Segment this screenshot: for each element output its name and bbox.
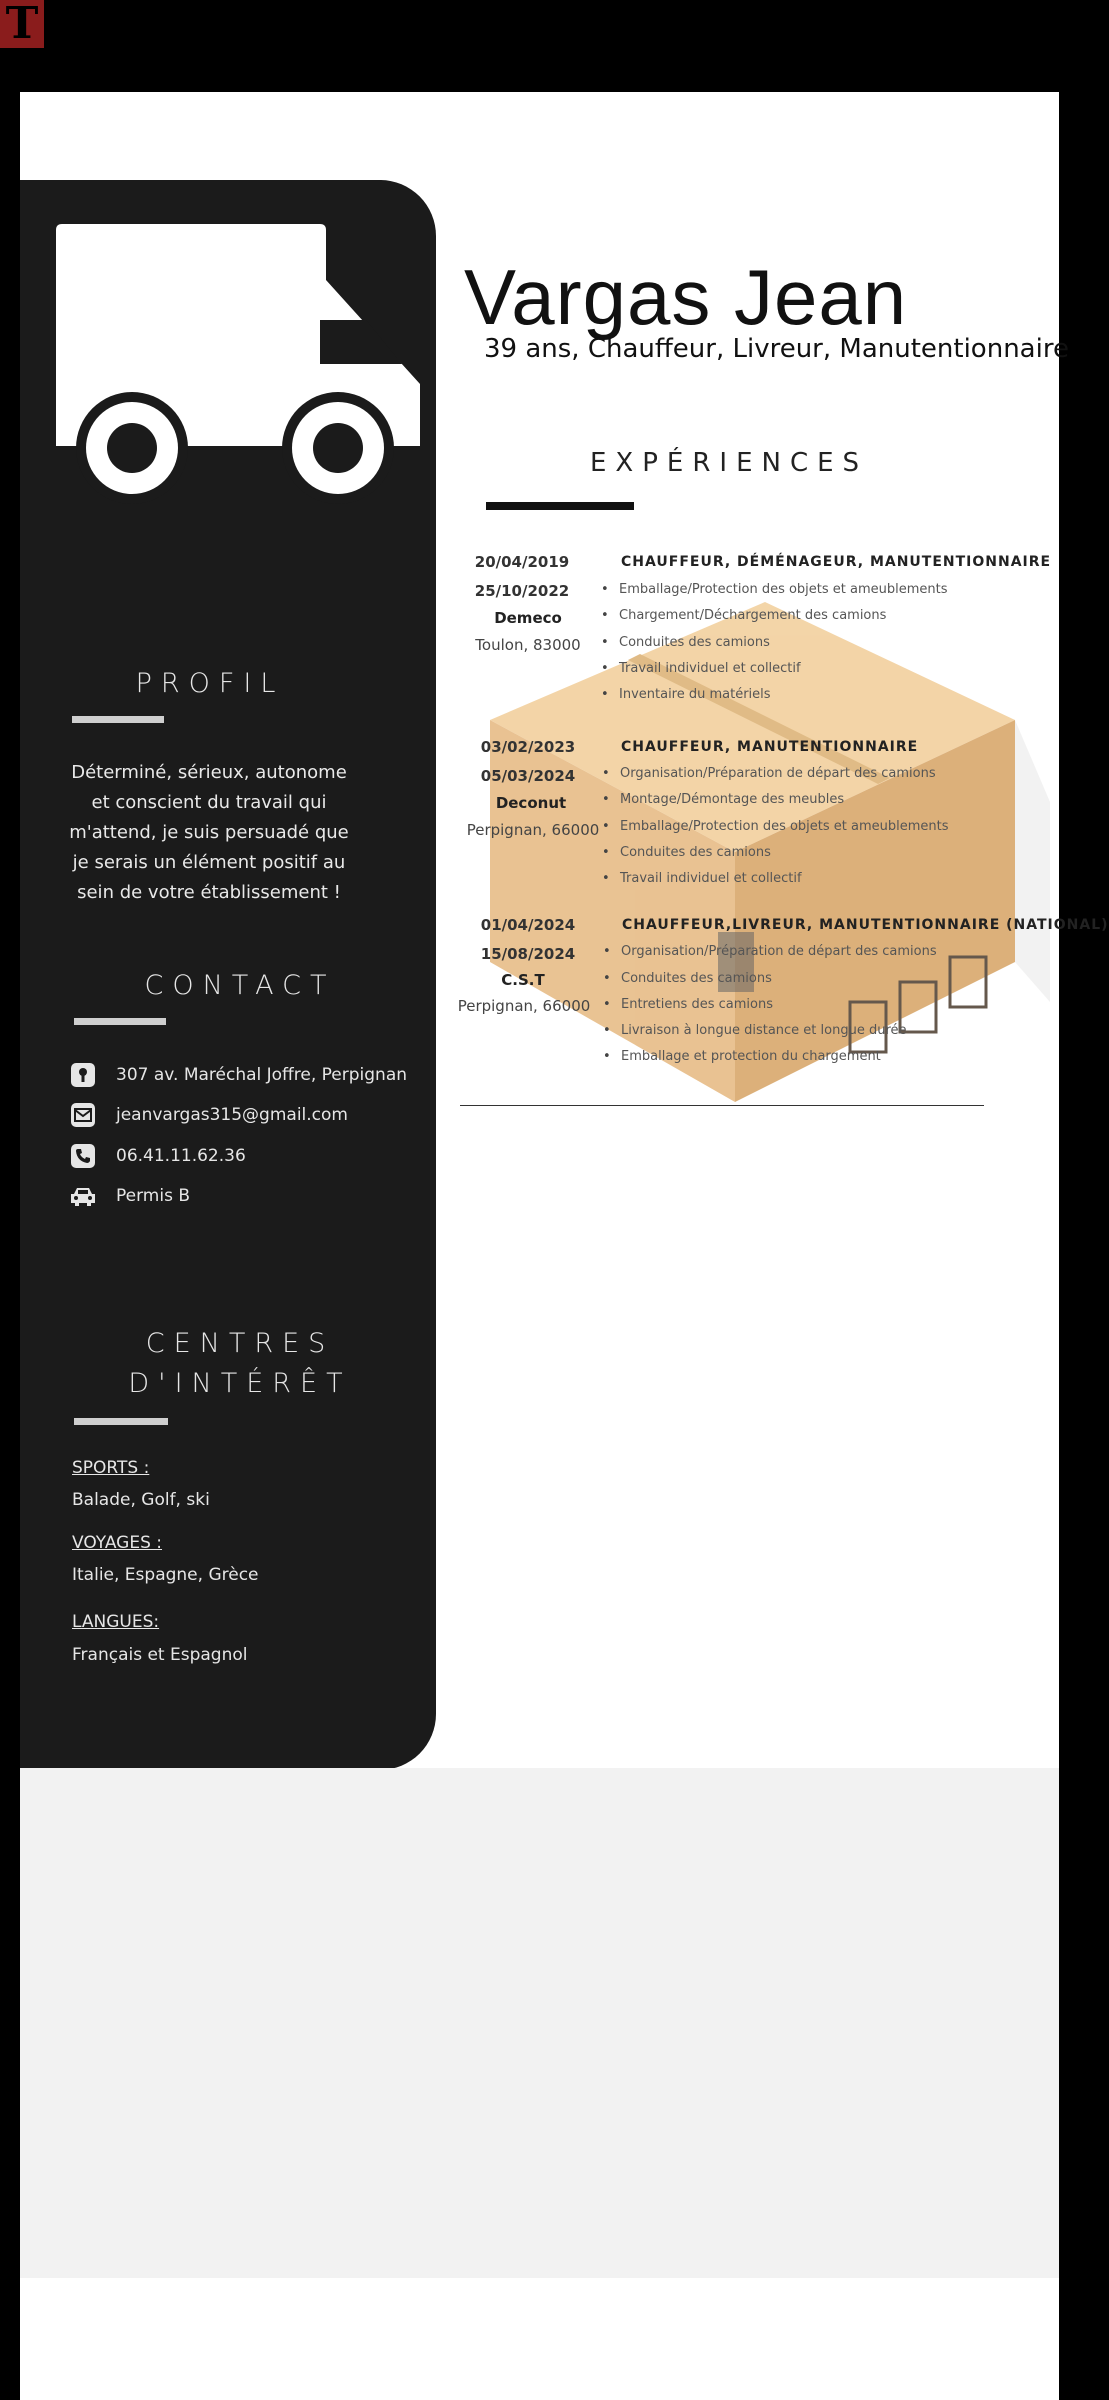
job1-date-start: 20/04/2019 <box>474 553 570 571</box>
page-footer-band <box>20 1768 1059 2278</box>
phone-link[interactable]: 06.41.11.62.36 <box>116 1146 246 1166</box>
langues-label: LANGUES: <box>72 1612 160 1632</box>
job1-company: Demeco <box>494 609 562 627</box>
profil-title: PROFIL <box>135 668 285 699</box>
email-link[interactable]: jeanvargas315@gmail.com <box>116 1105 348 1125</box>
job3-company: C.S.T <box>501 971 545 989</box>
profil-text <box>60 758 358 908</box>
location-icon <box>70 1063 96 1087</box>
job1-title: CHAUFFEUR, DÉMÉNAGEUR, MANUTENTIONNAIRE <box>621 554 1052 570</box>
job3-date-start: 01/04/2024 <box>480 916 576 934</box>
truck-icon <box>48 224 432 502</box>
top-bar <box>0 0 1079 92</box>
job2-task: • Montage/Démontage des meubles <box>620 792 844 807</box>
job1-task: • Conduites des camions <box>619 635 770 650</box>
section-divider <box>460 1105 984 1106</box>
job2-task: • Conduites des camions <box>620 845 771 860</box>
contact-email <box>70 1100 348 1130</box>
interets-title-line2: D'INTÉRÊT <box>128 1368 352 1399</box>
job1-date-end: 25/10/2022 <box>474 582 570 600</box>
contact-title: CONTACT <box>144 970 336 1001</box>
job2-task: • Emballage/Protection des objets et ameublements <box>620 819 949 834</box>
interets-title-line1: CENTRES <box>145 1328 335 1359</box>
contact-phone <box>70 1141 246 1171</box>
cv-page <box>20 92 1109 2400</box>
job2-title: CHAUFFEUR, MANUTENTIONNAIRE <box>621 739 919 755</box>
job2-date-start: 03/02/2023 <box>480 738 576 756</box>
job2-date-end: 05/03/2024 <box>480 767 576 785</box>
profil-line: Déterminé, sérieux, autonome <box>71 762 347 783</box>
sidebar <box>20 180 436 1770</box>
job1-task: • Inventaire du matériels <box>619 687 771 702</box>
profil-underline <box>72 716 164 723</box>
job3-task: • Conduites des camions <box>621 971 772 986</box>
job3-date-end: 15/08/2024 <box>480 945 576 963</box>
profil-line: et conscient du travail qui <box>91 792 327 813</box>
job3-city: Perpignan, 66000 <box>457 997 591 1015</box>
candidate-name: Vargas Jean <box>464 253 908 341</box>
job2-company: Deconut <box>495 794 567 812</box>
job3-title: CHAUFFEUR,LIVREUR, MANUTENTIONNAIRE (NATIONAL) <box>622 917 1109 933</box>
job1-task: • Chargement/Déchargement des camions <box>619 608 886 623</box>
job1-task: • Emballage/Protection des objets et ameublements <box>619 582 948 597</box>
interets-underline <box>74 1418 168 1425</box>
voyages-label: VOYAGES : <box>72 1533 163 1553</box>
address-text: 307 av. Maréchal Joffre, Perpignan <box>116 1065 408 1085</box>
phone-icon <box>70 1144 96 1168</box>
job2-task: • Organisation/Préparation de départ des camions <box>620 766 936 781</box>
job1-task: • Travail individuel et collectif <box>619 661 801 676</box>
profil-line: sein de votre établissement ! <box>77 882 341 903</box>
experiences-title: EXPÉRIENCES <box>590 448 869 478</box>
contact-license <box>70 1181 190 1211</box>
candidate-subtitle: 39 ans, Chauffeur, Livreur, Manutentionnaire <box>484 334 1069 364</box>
contact-address <box>70 1060 407 1090</box>
app-logo[interactable]: T <box>0 0 44 48</box>
sports-value: Balade, Golf, ski <box>72 1490 210 1510</box>
sports-label: SPORTS : <box>72 1458 150 1478</box>
langues-value: Français et Espagnol <box>72 1645 248 1665</box>
job3-task: • Entretiens des camions <box>621 997 773 1012</box>
job2-task: • Travail individuel et collectif <box>620 871 802 886</box>
contact-underline <box>74 1018 166 1025</box>
profil-line: je serais un élément positif au <box>72 852 346 873</box>
job3-task: • Organisation/Préparation de départ des camions <box>621 944 937 959</box>
license-text: Permis B <box>116 1186 191 1206</box>
car-icon <box>70 1184 96 1208</box>
job3-task: • Emballage et protection du chargement <box>621 1049 881 1064</box>
mail-icon <box>70 1103 96 1127</box>
job1-city: Toulon, 83000 <box>475 636 581 654</box>
profil-line: m'attend, je suis persuadé que <box>69 822 349 843</box>
voyages-value: Italie, Espagne, Grèce <box>72 1565 259 1585</box>
job3-task: • Livraison à longue distance et longue durée <box>621 1023 907 1038</box>
experiences-underline <box>486 502 634 510</box>
job2-city: Perpignan, 66000 <box>466 821 600 839</box>
